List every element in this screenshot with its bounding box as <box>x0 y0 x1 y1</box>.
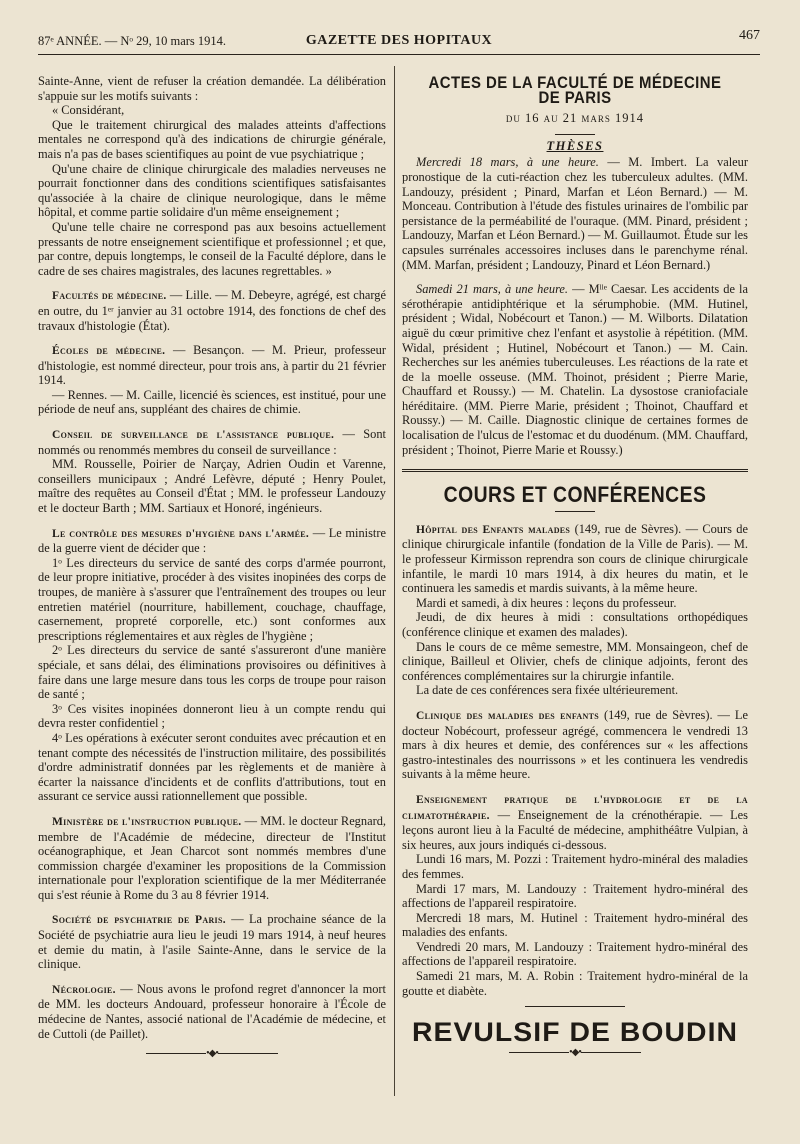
masthead-title: GAZETTE DES HOPITAUX <box>305 33 493 48</box>
lecture-item: Lundi 16 mars, M. Pozzi : Traitement hydro-minéral des maladies des femmes. <box>402 852 748 881</box>
theses-text: — Mˡˡᵉ Caesar. Les accidents de la sérothérapie antidiphtérique et la sérumphobie. (MM. Hutinel, président ; Widal, Nobécourt et Tanon.) — M. Wilborts. Dilatation aiguë du cœur primitive chez l'enfant et asystolie à répétition. (MM. Widal, président ; Hutinel, Nobécourt et Tanon.) — M. Cain. Recherches sur les anémies tuberculeuses. Les réactions de la rate et de la moelle osseuse. (MM. Thoinot, président ; Pierre Marie, Chauffard et Roussy.) — M. Chatelin. La dysostose craniofaciale héréditaire. (MM. Pierre Marie, président ; Thoinot, Chauffard et Roussy.) — M. Caille. Diagnostic clinique de certaines formes de localisation de l'ulcus de l'estomac et du duodénum. (MM. Chauffard, président ; Thoinot, Pierre Marie et Roussy.) <box>402 282 748 457</box>
news-text: — Sont nommés ou renommés membres du conseil de surveillance : <box>38 427 386 457</box>
news-paragraph: Jeudi, de dix heures à midi : consultations orthopédiques (conférence clinique et examen des malades). <box>402 610 748 639</box>
left-column <box>38 74 386 1062</box>
theses-text: — M. Imbert. La valeur pronostique de la cuti-réaction chez les tuberculeux adultes. (MM. Landouzy, président ; Pinard, Marfan et Léon Bernard.) — M. Monceau. Contribution à l'étude des fistules urinaires de l'ombilic par persistance de la perméabilité de l'ouraque. (MM. Pinard, président ; Landouzy, Marfan et Léon Bernard.) — M. Guillaumot. Étude sur les capsules surrénales accessoires incluses dans le parenchyme rénal. (MM. Marfan, président ; Landouzy, Pinard et Léon Bernard.) <box>402 155 748 272</box>
news-paragraph: 3ᵒ Ces visites inopinées donneront lieu à un compte rendu qui devra rester confidentiel ; <box>38 701 386 731</box>
intro-paragraph: Sainte-Anne, vient de refuser la création demandée. La délibération s'appuie sur les motifs suivants : <box>38 74 386 103</box>
lecture-item: Samedi 21 mars, M. A. Robin : Traitement hydro-minéral de la goutte et diabète. <box>402 969 748 998</box>
news-text: — Besançon. — M. Prieur, professeur d'histologie, est nommé directeur, pour trois ans, à partir du 21 février 1914. <box>38 343 386 388</box>
news-text: (149, rue de Sèvres). — Le docteur Nobécourt, professeur agrégé, commencera le vendredi 13 mars à dix heures et demie, des conférences sur « les affections gastro-intestinales des nourrissons » et les continuera les vendredis suivants à la même heure. <box>402 707 748 782</box>
news-item-hydrologie <box>402 792 748 852</box>
rubric-heading: Ministère de l'instruction publique. <box>52 815 242 828</box>
news-item-conseil <box>38 427 386 457</box>
news-paragraph: MM. Rousselle, Poirier de Narçay, Adrien Oudin et Varenne, conseillers municipaux ; André Lefèvre, député ; Henry Poulet, maître des requêtes au Conseil d'État ; MM. le professeur Landouzy et le docteur Barth ; MM. Sartiaux et Honoré, ingénieurs. <box>38 457 386 516</box>
short-rule <box>555 511 595 512</box>
rubric-heading: Le contrôle des mesures d'hygiène dans l'armée. <box>52 527 310 540</box>
news-item-ministere <box>38 814 386 903</box>
news-item-societe <box>38 912 386 971</box>
news-paragraph: La date de ces conférences sera fixée ultérieurement. <box>416 683 679 698</box>
news-item-enfants-malades <box>402 522 748 596</box>
news-text: — Enseignement de la crénothérapie. — Les leçons auront lieu à la Faculté de médecine, amphithéâtre Vulpian, à six heures, aux jours indiqués ci-dessous. <box>402 807 748 852</box>
double-rule <box>402 469 748 474</box>
short-rule <box>525 1006 625 1007</box>
theses-mercredi <box>402 155 748 272</box>
news-item-ecoles <box>38 343 386 388</box>
short-rule <box>555 134 595 135</box>
news-item-clinique <box>402 708 748 782</box>
lecture-item: Mercredi 18 mars, M. Hutinel : Traitement hydro-minéral des maladies des enfants. <box>402 910 748 940</box>
rubric-heading: Conseil de surveillance de l'assistance publique. <box>52 429 335 442</box>
news-text: — La prochaine séance de la Société de psychiatrie aura lieu le jeudi 19 mars 1914, à neuf heures et demie du matin, à l'asile Sainte-Anne, dans le service de la clinique. <box>38 912 386 972</box>
news-paragraph: 1ᵒ Les directeurs du service de santé des corps d'armée pourront, de leur propre initiative, procéder à des visites inopinées des corps de troupes, de manière à s'assurer que l'entraînement des troupes ou leur entretien matériel (nourriture, habillement, couchage, chauffage, casernement, propreté corporelle, etc.) sont conformes aux prescriptions réglementaires et aux règles de l'hygiène ; <box>38 555 386 643</box>
news-text: — Lille. — M. Debeyre, agrégé, est chargé en outre, du 1ᵉʳ janvier au 31 octobre 1914, des fonctions de chef des travaux d'histologie (État). <box>38 288 386 333</box>
rubric-heading: Hôpital des Enfants malades <box>416 523 571 536</box>
theses-samedi <box>402 282 748 457</box>
motif-paragraph: Qu'une telle chaire ne correspond pas aux besoins actuellement pressants de notre enseignement scientifique et professionnel ; et que, par contre, depuis longtemps, le conseil de la Faculté déplore, dans le cadre de ses chaires magistrales, des lacunes regrettables. » <box>38 219 386 278</box>
section-title-cours: COURS ET CONFÉRENCES <box>443 482 707 508</box>
date-heading: Mercredi 18 mars, à une heure. <box>416 155 599 170</box>
rubric-heading: Facultés de médecine. <box>52 290 167 303</box>
news-item-facultes <box>38 288 386 333</box>
lecture-item: Vendredi 20 mars, M. Landouzy : Traitement hydro-minéral des affections de l'appareil respiratoire. <box>402 939 748 969</box>
right-column <box>402 74 748 1060</box>
news-text: — Nous avons le profond regret d'annoncer la mort de MM. les docteurs Andouard, professeur honoraire à l'École de médecine de Nantes, associé national de l'Académie de médecine, et de Cuttoli (de Paillet). <box>38 981 386 1041</box>
theses-heading: THÈSES <box>546 138 604 153</box>
ornament-divider: •◆• <box>402 1046 748 1061</box>
news-paragraph: 4ᵒ Les opérations à exécuter seront conduites avec précaution et en tenant compte des nécessités de l'instruction militaire, des possibilités d'ordre administratif données par les règlements et de manière à écarter la naissance d'incidents et de conflits d'attributions, tout en assurant ce service aussi rationnellement que possible. <box>38 730 386 804</box>
lecture-item: Mardi 17 mars, M. Landouzy : Traitement hydro-minéral des affections de l'appareil respiratoire. <box>402 881 748 911</box>
issue-line: 87ᵉ ANNÉE. — Nᵒ 29, 10 mars 1914. <box>38 34 227 48</box>
rubric-heading: Enseignement pratique de l'hydrologie et de la climatothérapie. <box>402 793 748 822</box>
motif-paragraph: Que le traitement chirurgical des malades atteints d'affections mentales ne correspond qu'à des indications de chirurgie générale, mais n'a pas de bases scientifiques au point de vue psychiatrique ; <box>38 117 386 161</box>
news-text: — Le ministre de la guerre vient de décider que : <box>38 525 387 556</box>
considerant-line: « Considérant, <box>52 103 125 118</box>
news-item-necrologie <box>38 982 386 1041</box>
ornament-divider: •◆• <box>38 1047 386 1062</box>
news-paragraph: Mardi et samedi, à dix heures : leçons du professeur. <box>416 595 677 610</box>
news-text: (149, rue de Sèvres). — Cours de clinique chirurgicale infantile (fondation de la Ville de Paris). — M. le professeur Kirmisson reprendra son cours de clinique chirurgicale infantile, le mardi 10 mars 1914, à dix heures du matin, et le continuera les samedis et mardis suivants, à la même heure. <box>402 521 748 596</box>
rubric-heading: Clinique des maladies des enfants <box>416 709 599 722</box>
news-item-hygiene <box>38 526 386 556</box>
column-divider <box>394 66 395 1096</box>
news-paragraph: Dans le cours de ce même semestre, MM. Monsaingeon, chef de clinique, Bailleul et Olivier, chefs de clinique adjoints, feront des conférences complémentaires sur la chirurgie infantile. <box>402 639 748 683</box>
section-subtitle: du 16 au 21 mars 1914 <box>505 111 645 126</box>
news-text: — MM. le docteur Regnard, membre de l'Académie de médecine, directeur de l'Institut océanographique, et Jean Charcot sont nommés membres d'une commission chargée d'examiner les propositions de la Commission internationale pour l'exploration scientifique de la mer Méditerranée qui s'est réunie à Rome du 3 au 8 février 1914. <box>38 813 386 902</box>
news-paragraph: — Rennes. — M. Caille, licencié ès sciences, est institué, pour une période de neuf ans, suppléant des chaires de chimie. <box>38 387 386 417</box>
advertisement-banner: REVULSIF DE BOUDIN <box>411 1017 739 1048</box>
news-paragraph: 2ᵒ Les directeurs du service de santé s'assureront d'une manière spéciale, et sans délai, des éliminations provisoires ou définitives à faire dans une large mesure dans tous les corps de troupe pour raison de santé ; <box>38 643 386 702</box>
rubric-heading: Nécrologie. <box>52 983 116 996</box>
running-head <box>38 28 760 54</box>
date-heading: Samedi 21 mars, à une heure. <box>416 282 569 297</box>
rubric-heading: Écoles de médecine. <box>52 345 166 358</box>
section-title-actes: ACTES DE LA FACULTÉ DE MÉDECINE DE PARIS <box>428 73 722 107</box>
header-rule <box>38 54 760 55</box>
page-number: 467 <box>739 28 760 43</box>
motif-paragraph: Qu'une chaire de clinique chirurgicale des maladies nerveuses ne pourrait fonctionner dans des conditions scientifiques satisfaisantes qu'associée à la chaire de clinique neurologique, dans le même hôpital, et comme partie solidaire d'un même enseignement ; <box>38 161 386 220</box>
rubric-heading: Société de psychiatrie de Paris. <box>52 914 226 927</box>
